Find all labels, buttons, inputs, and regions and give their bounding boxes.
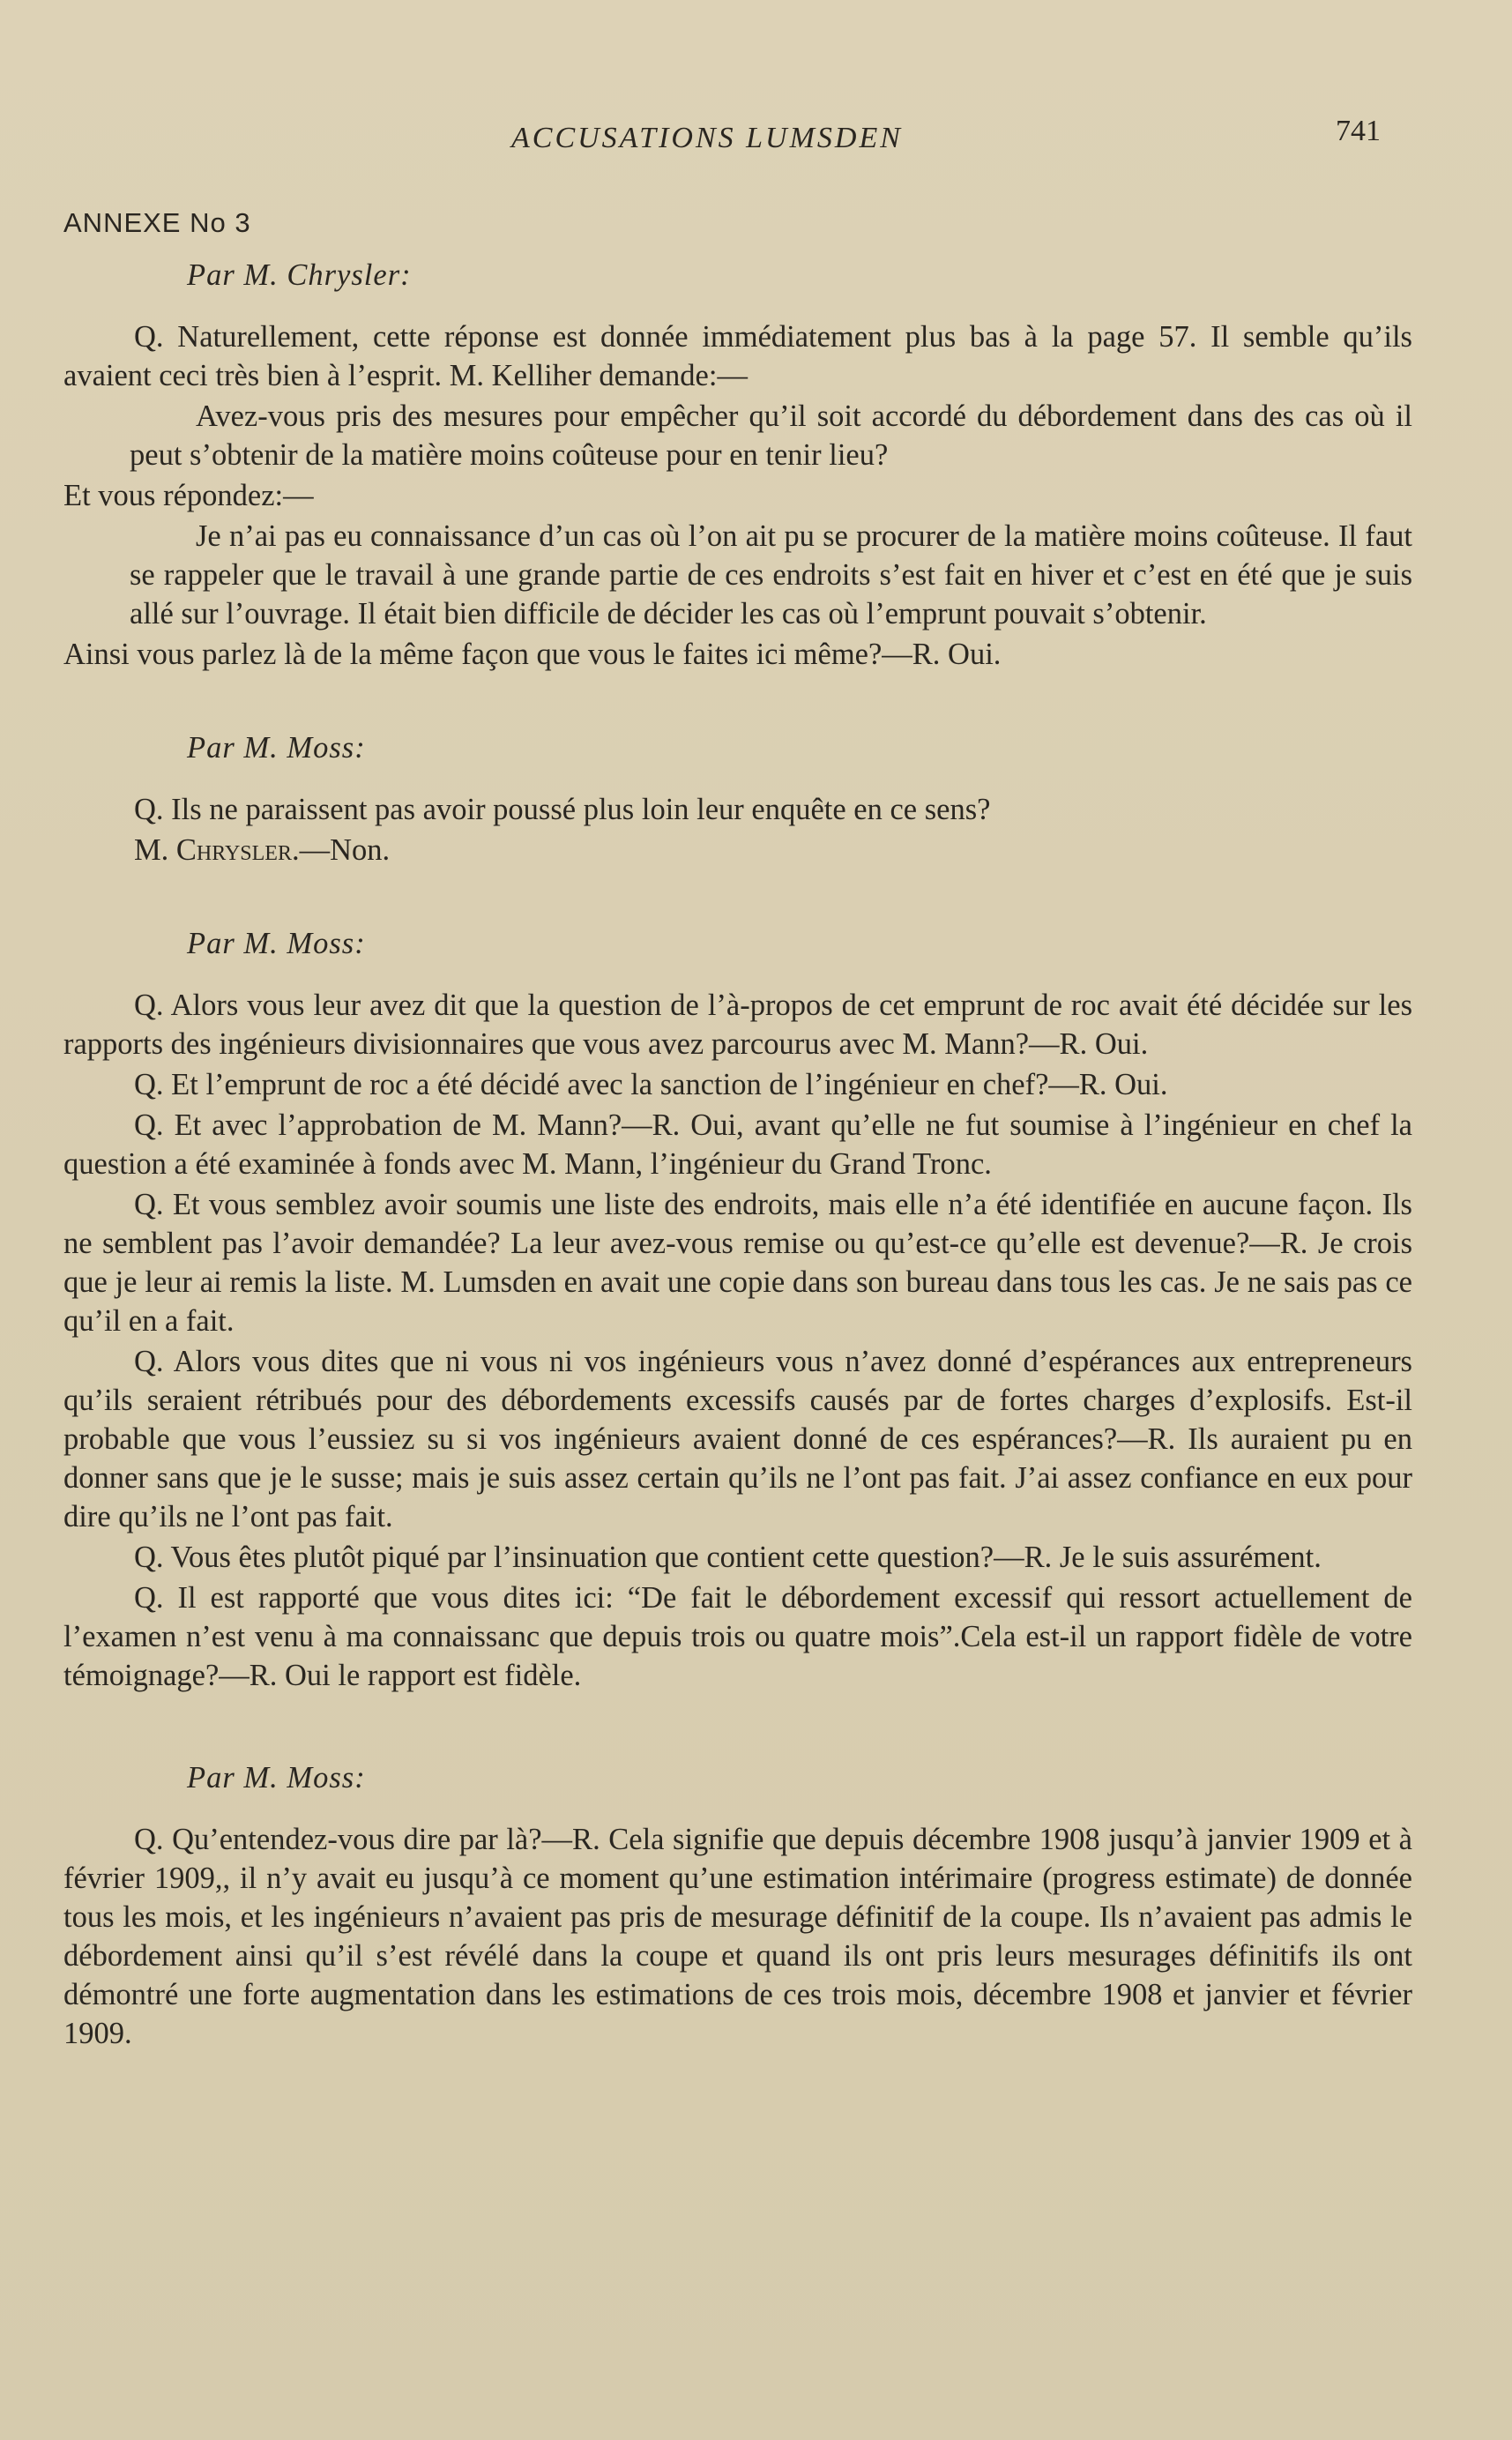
question-answer-paragraph: Q. Et avec l’approbation de M. Mann?—R. Oui, avant qu’elle ne fut soumise à l’ingénieur en chef la question a été examinée à fonds avec M. Mann, l’ingénieur du Grand Tronc. <box>63 1108 1412 1181</box>
question-answer-paragraph: Q. Alors vous dites que ni vous ni vos ingénieurs vous n’avez donné d’espérances aux entrepreneurs qu’ils seraient rétribués pour des débordements excessifs causés par de fortes charges d’explosifs. Est-il probable que vous l’eussiez su si vos ingénieurs avaient donné de ces espérances?—R. Ils auraient pu en donner sans que je le susse; mais je suis assez certain qu’ils ne l’ont pas fait. J’ai assez confiance en eux pour dire qu’ils ne l’ont pas fait. <box>63 1345 1412 1533</box>
answer-text: .—Non. <box>291 833 391 867</box>
running-title: ACCUSATIONS LUMSDEN <box>511 122 903 154</box>
question-answer-paragraph: Q. Vous êtes plutôt piqué par l’insinuation que contient cette question?—R. Je le suis assurément. <box>134 1541 1322 1574</box>
speaker-heading: Par M. Chrysler: <box>187 258 412 292</box>
page-number: 741 <box>1336 115 1381 147</box>
question-paragraph: Q. Ils ne paraissent pas avoir poussé plus loin leur enquête en ce sens? <box>134 793 991 826</box>
question-answer-paragraph: Q. Alors vous leur avez dit que la question de l’à-propos de cet emprunt de roc avait été décidée sur les rapports des ingénieurs divisionnaires que vous avez parcourus avec M. Mann?—R. Oui. <box>63 989 1412 1061</box>
answer-paragraph <box>63 831 1412 869</box>
question-answer-paragraph: Q. Il est rapporté que vous dites ici: “De fait le débordement excessif qui ressort actuellement de l’examen n’est venu à ma connaissanc que depuis trois ou quatre mois”.Cela est-il un rapport fidèle de votre témoignage?—R. Oui le rapport est fidèle. <box>63 1581 1412 1692</box>
question-answer-paragraph: Q. Et vous semblez avoir soumis une liste des endroits, mais elle n’a été identifiée en aucune façon. Ils ne semblent pas l’avoir demandée? La leur avez-vous remise ou qu’est-ce qu’elle est devenue?—R. Je crois que je leur ai remis la liste. M. Lumsden en avait une copie dans son bureau dans tous les cas. Je ne sais pas ce qu’il en a fait. <box>63 1188 1412 1338</box>
page-header <box>0 115 1512 168</box>
transition-line: Et vous répondez:— <box>63 479 314 512</box>
question-paragraph: Q. Naturellement, cette réponse est donnée immédiatement plus bas à la page 57. Il semble qu’ils avaient ceci très bien à l’esprit. M. Kelliher demande:— <box>63 320 1412 392</box>
annex-label: ANNEXE No 3 <box>63 207 251 238</box>
question-answer-paragraph: Q. Et l’emprunt de roc a été décidé avec la sanction de l’ingénieur en chef?—R. Oui. <box>134 1068 1168 1101</box>
quoted-question: Avez-vous pris des mesures pour empêcher qu’il soit accordé du débordement dans des cas où il peut s’obtenir de la matière moins coûteuse pour en tenir lieu? <box>130 399 1412 472</box>
document-body <box>63 256 1412 2055</box>
question-answer-paragraph: Ainsi vous parlez là de la même façon que vous le faites ici même?—R. Oui. <box>63 638 1002 671</box>
speaker-heading: Par M. Moss: <box>187 1761 366 1795</box>
speaker-name: M. Chrysler <box>134 833 292 867</box>
speaker-heading: Par M. Moss: <box>187 731 366 765</box>
speaker-heading: Par M. Moss: <box>187 927 366 960</box>
quoted-answer: Je n’ai pas eu connaissance d’un cas où l’on ait pu se procurer de la matière moins coûteuse. Il faut se rappeler que le travail à une grande partie de ces endroits s’est fait en hiver et c’est en été que je suis allé sur l’ouvrage. Il était bien difficile de décider les cas où l’emprunt pouvait s’obtenir. <box>130 519 1412 631</box>
question-answer-paragraph: Q. Qu’entendez-vous dire par là?—R. Cela signifie que depuis décembre 1908 jusqu’à janvier 1909 et à février 1909,, il n’y avait eu jusqu’à ce moment qu’une estimation intérimaire (progress estimate) de donnée tous les mois, et les ingénieurs n’avaient pas pris de mesurage définitif de la coupe. Ils n’avaient pas admis le débordement ainsi qu’il s’est révélé dans la coupe et quand ils ont pris leurs mesurages définitifs ils ont démontré une forte augmentation dans les estimations de ces trois mois, décembre 1908 et janvier et février 1909. <box>63 1823 1412 2050</box>
